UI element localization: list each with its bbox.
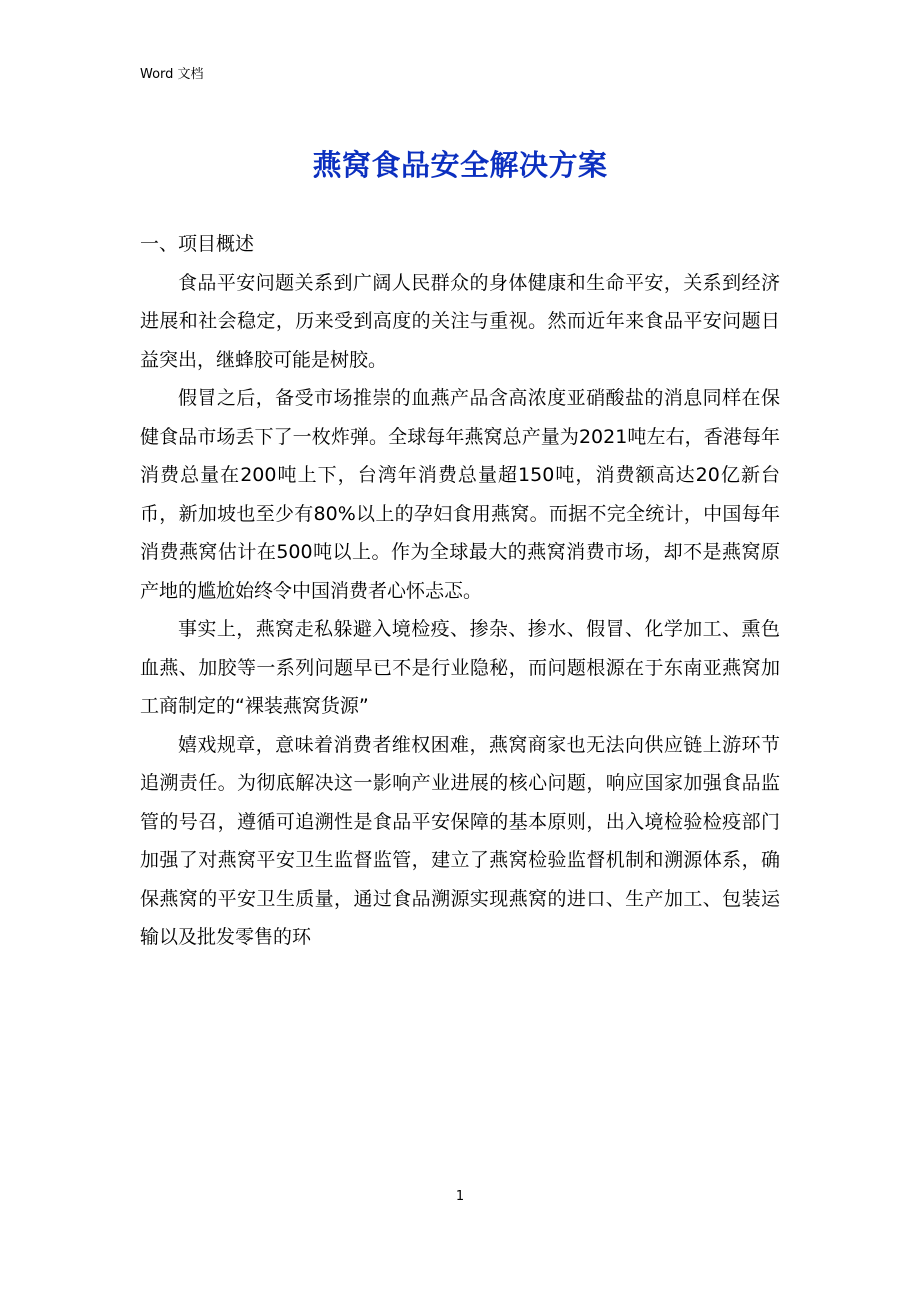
- document-title: 燕窝食品安全解决方案: [312, 148, 608, 182]
- paragraph-4: 嬉戏规章，意味着消费者维权困难，燕窝商家也无法向供应链上游环节追溯责任。为彻底解决这一影响产业进展的核心问题，响应国家加强食品监管的号召，遵循可追溯性是食品平安保障的基本原则，出入境检验检疫部门加强了对燕窝平安卫生监督监管，建立了燕窝检验监督机制和溯源体系，确保燕窝的平安卫生质量，通过食品溯源实现燕窝的进口、生产加工、包装运输以及批发零售的环: [140, 733, 780, 948]
- document-body: [140, 225, 780, 957]
- paragraph-3: 事实上，燕窝走私躲避入境检疫、掺杂、掺水、假冒、化学加工、熏色血燕、加胶等一系列问题早已不是行业隐秘，而问题根源在于东南亚燕窝加工商制定的“裸装燕窝货源”: [140, 618, 780, 717]
- section-heading: 一、项目概述: [140, 233, 255, 255]
- paragraph-1: 食品平安问题关系到广阔人民群众的身体健康和生命平安，关系到经济进展和社会稳定，历来受到高度的关注与重视。然而近年来食品平安问题日益突出，继蜂胶可能是树胶。: [140, 271, 780, 371]
- document-header-label: Word 文档: [140, 67, 204, 82]
- paragraph-2: 假冒之后，备受市场推崇的血燕产品含高浓度亚硝酸盐的消息同样在保健食品市场丢下了一枚炸弹。全球每年燕窝总产量为2021吨左右，香港每年消费总量在200吨上下，台湾年消费总量超150吨，消费额高达20亿新台币，新加坡也至少有80%以上的孕妇食用燕窝。而据不完全统计，中国每年消费燕窝估计在500吨以上。作为全球最大的燕窝消费市场，却不是燕窝原产地的尴尬始终令中国消费者心怀忐忑。: [140, 387, 780, 602]
- page-number: 1: [455, 1189, 465, 1204]
